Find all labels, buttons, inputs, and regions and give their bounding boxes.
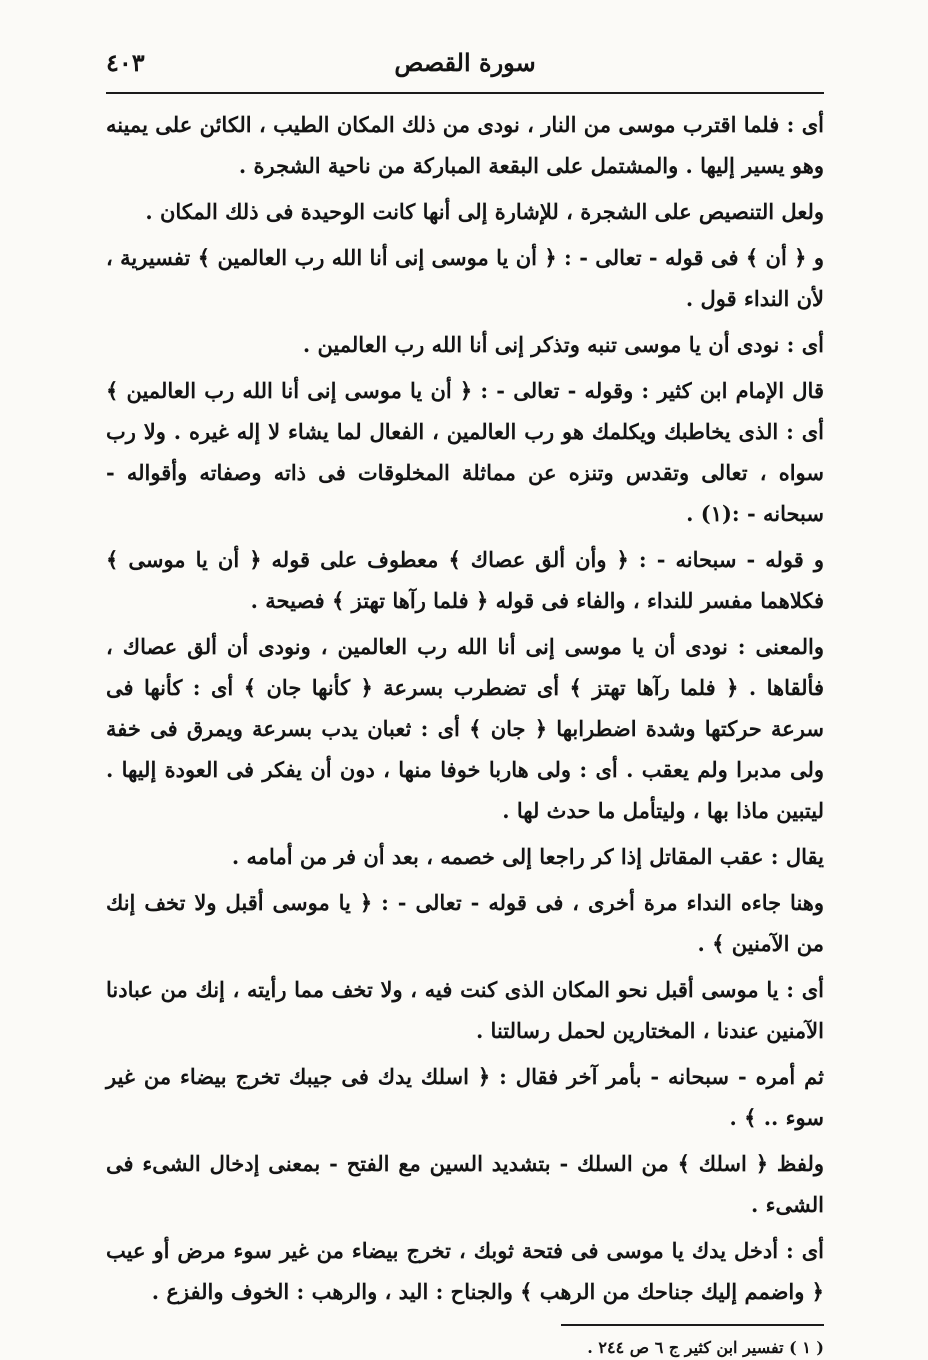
paragraph: ولعل التنصيص على الشجرة ، للإشارة إلى أنها كانت الوحيدة فى ذلك المكان . (145, 199, 824, 224)
book-page (106, 38, 824, 1360)
paragraph: وهنا جاءه النداء مرة أخرى ، فى قوله - تعالى - : ﴿ يا موسى أقبل ولا تخف إنك من الآمنين ﴾ . (106, 890, 824, 956)
footnote-divider (561, 1324, 824, 1326)
body-text (106, 104, 824, 1312)
surah-title: سورة القصص (394, 48, 536, 77)
footnote: ( ١ ) تفسير ابن كثير ج ٦ ص ٢٤٤ . (587, 1338, 824, 1357)
paragraph: يقال : عقب المقاتل إذا كر راجعا إلى خصمه ، بعد أن فر من أمامه . (231, 844, 824, 869)
page-number: ٤٠٣ (106, 48, 145, 77)
header-divider (106, 92, 824, 94)
page-header (106, 38, 824, 88)
paragraph: ولفظ ﴿ اسلك ﴾ من السلك - بتشديد السين مع الفتح - بمعنى إدخال الشىء فى الشىء . (106, 1151, 824, 1217)
paragraph: والمعنى : نودى أن يا موسى إنى أنا الله رب العالمين ، ونودى أن ألق عصاك ، فألقاها . ﴿ فلما رآها تهتز ﴾ أى تضطرب بسرعة ﴿ كأنها جان ﴾ أى : كأنها فى سرعة حركتها وشدة اضطرابها ﴿ جان ﴾ أى : ثعبان يدب بسرعة ويمرق فى خفة ولى مدبرا ولم يعقب . أى : ولى هاربا خوفا منها ، دون أن يفكر فى العودة إليها . ليتبين ماذا بها ، وليتأمل ما حدث لها . (106, 634, 824, 823)
paragraph: و قوله - سبحانه - : ﴿ وأن ألق عصاك ﴾ معطوف على قوله ﴿ أن يا موسى ﴾ فكلاهما مفسر للنداء ، والفاء فى قوله ﴿ فلما رآها تهتز ﴾ فصيحة . (106, 547, 825, 613)
paragraph: قال الإمام ابن كثير : وقوله - تعالى - : ﴿ أن يا موسى إنى أنا الله رب العالمين ﴾ أى : الذى يخاطبك ويكلمك هو رب العالمين ، الفعال لما يشاء لا إله غيره . ولا رب سواه ، تعالى وتقدس وتنزه عن مماثلة المخلوقات فى ذاته وصفاته وأقواله - سبحانه - :(١) . (106, 378, 824, 526)
paragraph: أى : فلما اقترب موسى من النار ، نودى من ذلك المكان الطيب ، الكائن على يمينه وهو يسير إليها . والمشتمل على البقعة المباركة من ناحية الشجرة . (106, 112, 824, 178)
paragraph: و ﴿ أن ﴾ فى قوله - تعالى - : ﴿ أن يا موسى إنى أنا الله رب العالمين ﴾ تفسيرية ، لأن النداء قول . (106, 245, 824, 311)
paragraph: أى : أدخل يدك يا موسى فى فتحة ثوبك ، تخرج بيضاء من غير سوء مرض أو عيب ﴿ واضمم إليك جناحك من الرهب ﴾ والجناح : اليد ، والرهب : الخوف والفزع . (106, 1238, 824, 1304)
paragraph: أى : نودى أن يا موسى تنبه وتذكر إنى أنا الله رب العالمين . (302, 332, 824, 357)
paragraph: ثم أمره - سبحانه - بأمر آخر فقال : ﴿ اسلك يدك فى جيبك تخرج بيضاء من غير سوء .. ﴾ . (106, 1064, 824, 1130)
paragraph: أى : يا موسى أقبل نحو المكان الذى كنت فيه ، ولا تخف مما رأيته ، إنك من عبادنا الآمنين عندنا ، المختارين لحمل رسالتنا . (106, 977, 824, 1043)
